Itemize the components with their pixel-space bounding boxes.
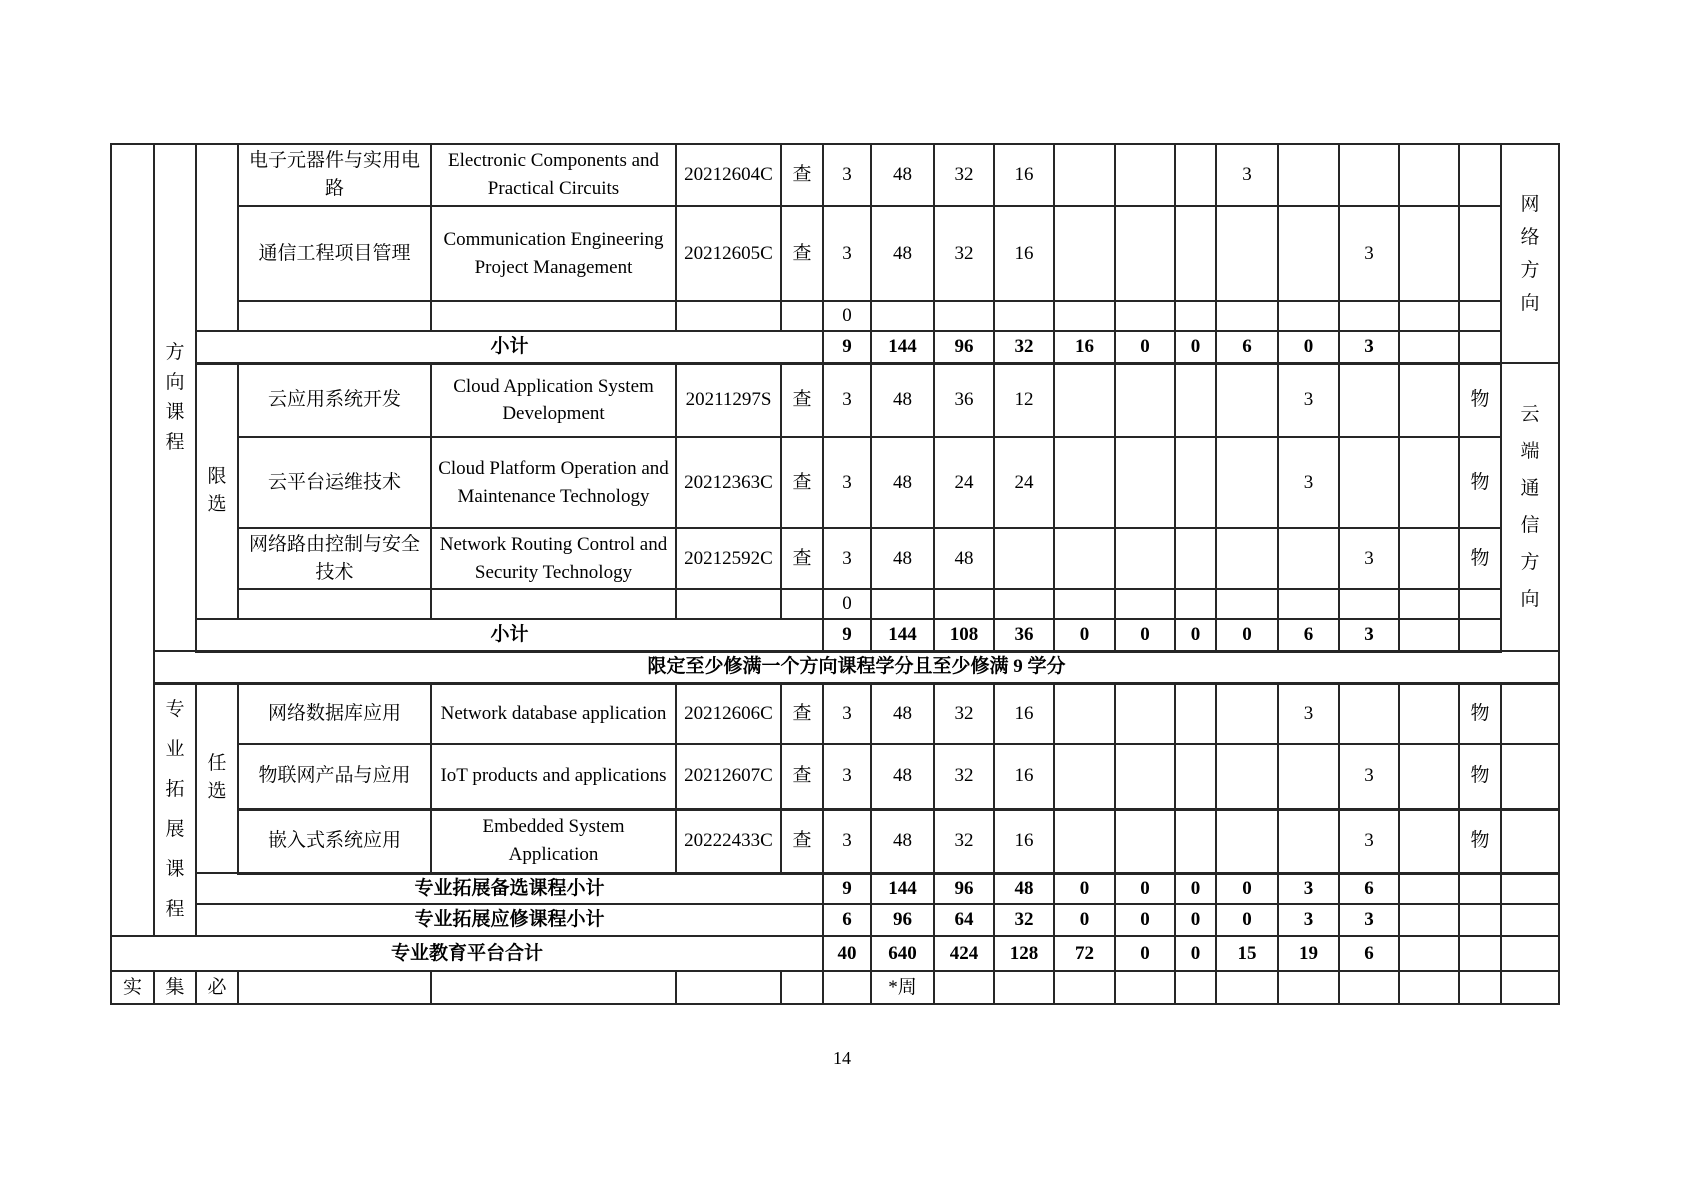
credit-value: 3 <box>823 744 871 809</box>
practice-hours: 12 <box>994 363 1054 437</box>
course-code: 20222433C <box>676 809 781 873</box>
credit-value: 3 <box>823 809 871 873</box>
extra-cell <box>1399 809 1459 873</box>
sem3-cell: 0 <box>1175 936 1216 971</box>
marker-cell <box>1459 936 1501 971</box>
subtotal-row-direction2 <box>111 619 1559 651</box>
sem4-cell: 0 <box>1216 619 1278 651</box>
sem6-cell: 6 <box>1339 873 1399 904</box>
sem6-cell: 3 <box>1339 528 1399 589</box>
subtotal-row-expansion-required <box>111 904 1559 936</box>
total-hours: 48 <box>871 683 934 744</box>
sem6-cell: 3 <box>1339 619 1399 651</box>
practice-hours: 48 <box>994 873 1054 904</box>
exam-type: 查 <box>781 363 823 437</box>
exam-type: 查 <box>781 206 823 301</box>
theory-hours: 32 <box>934 809 994 873</box>
course-name-en: Network database application <box>431 683 676 744</box>
sem2-cell <box>1115 301 1175 331</box>
exam-type: 查 <box>781 744 823 809</box>
total-hours: 48 <box>871 363 934 437</box>
sem4-cell <box>1216 528 1278 589</box>
sem2-cell: 0 <box>1115 331 1175 363</box>
course-name-en <box>431 971 676 1004</box>
subtotal-row-direction1 <box>111 331 1559 363</box>
platform-total-row <box>111 936 1559 971</box>
network-direction-label: 网络方向 <box>1501 144 1559 363</box>
sem3-cell <box>1175 363 1216 437</box>
exam-type: 查 <box>781 144 823 206</box>
sem3-cell <box>1175 144 1216 206</box>
marker-cell: 物 <box>1459 363 1501 437</box>
sem5-cell: 0 <box>1278 331 1339 363</box>
course-code: 20212604C <box>676 144 781 206</box>
course-code: 20212605C <box>676 206 781 301</box>
total-hours: 48 <box>871 528 934 589</box>
marker-cell: 物 <box>1459 744 1501 809</box>
sem5-cell: 3 <box>1278 904 1339 936</box>
extra-cell <box>1399 744 1459 809</box>
sem3-cell: 0 <box>1175 904 1216 936</box>
course-name-en: Embedded System Application <box>431 809 676 873</box>
sem1-cell <box>1054 206 1115 301</box>
sem6-cell <box>1339 363 1399 437</box>
course-name-en: Electronic Components and Practical Circuits <box>431 144 676 206</box>
theory-hours <box>934 589 994 619</box>
theory-hours: 24 <box>934 437 994 528</box>
course-name-zh: 云应用系统开发 <box>238 363 431 437</box>
platform-total-label: 专业教育平台合计 <box>111 936 823 971</box>
extra-cell <box>1399 936 1459 971</box>
expansion-group-label: 专业拓展课程 <box>154 683 196 936</box>
course-name-zh: 网络路由控制与安全技术 <box>238 528 431 589</box>
marker-cell: 物 <box>1459 683 1501 744</box>
course-name-en <box>431 301 676 331</box>
sem4-cell <box>1216 589 1278 619</box>
sem1-cell <box>1054 363 1115 437</box>
marker-cell <box>1459 331 1501 363</box>
extra-cell <box>1399 528 1459 589</box>
marker-cell <box>1459 904 1501 936</box>
marker-cell <box>1459 206 1501 301</box>
course-code: 20212607C <box>676 744 781 809</box>
zero-row <box>111 301 1559 331</box>
total-hours: 144 <box>871 331 934 363</box>
marker-cell <box>1459 144 1501 206</box>
practice-hours <box>994 301 1054 331</box>
sem6-cell: 3 <box>1339 904 1399 936</box>
direction-group-label: 方向课程 <box>154 144 196 651</box>
theory-hours: 64 <box>934 904 994 936</box>
sem6-cell: 3 <box>1339 206 1399 301</box>
total-hours: 144 <box>871 619 934 651</box>
curriculum-table <box>110 143 1560 1005</box>
course-name-en: Communication Engineering Project Management <box>431 206 676 301</box>
extra-cell <box>1399 206 1459 301</box>
course-row <box>111 744 1559 809</box>
theory-hours: 108 <box>934 619 994 651</box>
exam-type: 查 <box>781 437 823 528</box>
sem4-cell <box>1216 744 1278 809</box>
total-hours: *周 <box>871 971 934 1004</box>
sem2-cell <box>1115 744 1175 809</box>
sem3-cell <box>1175 589 1216 619</box>
zero-row <box>111 589 1559 619</box>
course-row <box>111 144 1559 206</box>
free-elective-label: 任选 <box>196 683 238 873</box>
course-code <box>676 589 781 619</box>
course-row <box>111 437 1559 528</box>
sem1-cell: 16 <box>1054 331 1115 363</box>
marker-cell: 物 <box>1459 809 1501 873</box>
practice-hours <box>994 528 1054 589</box>
total-hours: 48 <box>871 144 934 206</box>
sem1-cell <box>1054 301 1115 331</box>
sem5-cell: 3 <box>1278 683 1339 744</box>
sem2-cell <box>1115 683 1175 744</box>
note-row <box>111 651 1559 683</box>
exam-type: 查 <box>781 809 823 873</box>
course-code <box>676 971 781 1004</box>
theory-hours: 32 <box>934 744 994 809</box>
sem6-cell: 3 <box>1339 809 1399 873</box>
practice-hours: 16 <box>994 683 1054 744</box>
sem2-cell: 0 <box>1115 619 1175 651</box>
sem5-cell: 3 <box>1278 873 1339 904</box>
concentrated-label: 集 <box>154 971 196 1004</box>
sem5-cell <box>1278 528 1339 589</box>
sem1-cell <box>1054 589 1115 619</box>
direction-label-cell <box>1501 744 1559 809</box>
sem4-cell <box>1216 437 1278 528</box>
course-name-zh <box>238 301 431 331</box>
sem3-cell <box>1175 744 1216 809</box>
total-hours: 48 <box>871 809 934 873</box>
practice-hours: 36 <box>994 619 1054 651</box>
sem1-cell <box>1054 528 1115 589</box>
sem1-cell: 0 <box>1054 619 1115 651</box>
course-code: 20212606C <box>676 683 781 744</box>
direction-label-cell <box>1501 904 1559 936</box>
limited-elective-label: 限选 <box>196 363 238 619</box>
course-name-en: Cloud Application System Development <box>431 363 676 437</box>
practice-hours: 128 <box>994 936 1054 971</box>
total-hours: 96 <box>871 904 934 936</box>
course-row <box>111 809 1559 873</box>
sem5-cell <box>1278 589 1339 619</box>
subtotal-label: 小计 <box>196 331 823 363</box>
required-label: 必 <box>196 971 238 1004</box>
sem2-cell <box>1115 589 1175 619</box>
subtotal-row-expansion-elective <box>111 873 1559 904</box>
sem3-cell: 0 <box>1175 873 1216 904</box>
extra-cell <box>1399 589 1459 619</box>
sem2-cell <box>1115 971 1175 1004</box>
course-name-en: Cloud Platform Operation and Maintenance Technology <box>431 437 676 528</box>
subtotal-label: 专业拓展备选课程小计 <box>196 873 823 904</box>
marker-cell <box>1459 971 1501 1004</box>
course-row <box>111 363 1559 437</box>
sem4-cell <box>1216 971 1278 1004</box>
extra-cell <box>1399 331 1459 363</box>
course-code: 20211297S <box>676 363 781 437</box>
course-code: 20212592C <box>676 528 781 589</box>
course-row <box>111 528 1559 589</box>
credit-value: 3 <box>823 363 871 437</box>
marker-cell <box>1459 589 1501 619</box>
credit-value: 3 <box>823 437 871 528</box>
credit-value: 9 <box>823 619 871 651</box>
credit-value <box>823 971 871 1004</box>
direction-label-cell <box>1501 809 1559 873</box>
cloud-direction-label: 云端通信方向 <box>1501 363 1559 651</box>
total-hours <box>871 301 934 331</box>
extra-cell <box>1399 904 1459 936</box>
sem4-cell <box>1216 301 1278 331</box>
course-name-zh: 嵌入式系统应用 <box>238 809 431 873</box>
sem4-cell: 3 <box>1216 144 1278 206</box>
practice-hours <box>994 971 1054 1004</box>
course-row <box>111 206 1559 301</box>
credit-value: 0 <box>823 589 871 619</box>
theory-hours: 36 <box>934 363 994 437</box>
next-section-row <box>111 971 1559 1004</box>
sem4-cell <box>1216 206 1278 301</box>
sem6-cell: 6 <box>1339 936 1399 971</box>
sem3-cell: 0 <box>1175 619 1216 651</box>
sem3-cell <box>1175 437 1216 528</box>
extra-cell <box>1399 144 1459 206</box>
extra-cell <box>1399 683 1459 744</box>
sem3-cell: 0 <box>1175 331 1216 363</box>
sem1-cell: 72 <box>1054 936 1115 971</box>
sem6-cell <box>1339 437 1399 528</box>
sem4-cell <box>1216 809 1278 873</box>
sem1-cell: 0 <box>1054 873 1115 904</box>
sem2-cell <box>1115 144 1175 206</box>
marker-cell: 物 <box>1459 437 1501 528</box>
course-row <box>111 683 1559 744</box>
course-name-zh: 通信工程项目管理 <box>238 206 431 301</box>
extra-cell <box>1399 619 1459 651</box>
direction-requirement-note: 限定至少修满一个方向课程学分且至少修满 9 学分 <box>154 651 1559 683</box>
credit-value: 3 <box>823 206 871 301</box>
sem2-cell <box>1115 437 1175 528</box>
sem2-cell <box>1115 363 1175 437</box>
practice-section-label: 实 <box>111 971 154 1004</box>
practice-hours: 32 <box>994 904 1054 936</box>
sem5-cell: 6 <box>1278 619 1339 651</box>
sem3-cell <box>1175 683 1216 744</box>
total-hours: 48 <box>871 206 934 301</box>
sem5-cell <box>1278 744 1339 809</box>
total-hours: 144 <box>871 873 934 904</box>
marker-cell <box>1459 619 1501 651</box>
extra-cell <box>1399 873 1459 904</box>
practice-hours: 16 <box>994 206 1054 301</box>
course-name-zh: 云平台运维技术 <box>238 437 431 528</box>
practice-hours: 32 <box>994 331 1054 363</box>
credit-value: 9 <box>823 331 871 363</box>
sem5-cell <box>1278 809 1339 873</box>
extra-cell <box>1399 971 1459 1004</box>
course-code <box>676 301 781 331</box>
sem6-cell: 3 <box>1339 331 1399 363</box>
sem1-cell: 0 <box>1054 904 1115 936</box>
sem6-cell <box>1339 589 1399 619</box>
sem1-cell <box>1054 809 1115 873</box>
sem4-cell: 0 <box>1216 904 1278 936</box>
sem5-cell <box>1278 971 1339 1004</box>
sem4-cell: 0 <box>1216 873 1278 904</box>
course-name-zh <box>238 971 431 1004</box>
extra-cell <box>1399 301 1459 331</box>
sem1-cell <box>1054 437 1115 528</box>
sem4-cell <box>1216 683 1278 744</box>
theory-hours: 32 <box>934 144 994 206</box>
credit-value: 0 <box>823 301 871 331</box>
theory-hours: 96 <box>934 873 994 904</box>
direction-label-cell <box>1501 683 1559 744</box>
theory-hours <box>934 301 994 331</box>
sem3-cell <box>1175 206 1216 301</box>
theory-hours: 48 <box>934 528 994 589</box>
sem5-cell: 3 <box>1278 437 1339 528</box>
course-code: 20212363C <box>676 437 781 528</box>
practice-hours: 16 <box>994 809 1054 873</box>
extra-cell <box>1399 437 1459 528</box>
sem6-cell: 3 <box>1339 744 1399 809</box>
sem2-cell <box>1115 809 1175 873</box>
course-name-zh: 电子元器件与实用电路 <box>238 144 431 206</box>
theory-hours <box>934 971 994 1004</box>
sem1-cell <box>1054 971 1115 1004</box>
course-name-zh <box>238 589 431 619</box>
practice-hours <box>994 589 1054 619</box>
sem2-cell: 0 <box>1115 904 1175 936</box>
course-name-en: Network Routing Control and Security Technology <box>431 528 676 589</box>
sem1-cell <box>1054 144 1115 206</box>
sem1-cell <box>1054 683 1115 744</box>
sem5-cell: 19 <box>1278 936 1339 971</box>
sem4-cell: 15 <box>1216 936 1278 971</box>
extra-cell <box>1399 363 1459 437</box>
total-hours: 640 <box>871 936 934 971</box>
sem3-cell <box>1175 971 1216 1004</box>
sem5-cell <box>1278 301 1339 331</box>
marker-cell <box>1459 301 1501 331</box>
exam-type: 查 <box>781 683 823 744</box>
theory-hours: 424 <box>934 936 994 971</box>
direction-label-cell <box>1501 936 1559 971</box>
left-spacer-cell <box>111 144 154 936</box>
practice-hours: 16 <box>994 144 1054 206</box>
sem6-cell <box>1339 971 1399 1004</box>
course-name-zh: 物联网产品与应用 <box>238 744 431 809</box>
exam-type <box>781 589 823 619</box>
sem4-cell: 6 <box>1216 331 1278 363</box>
course-type-cell <box>196 144 238 331</box>
total-hours: 48 <box>871 744 934 809</box>
marker-cell: 物 <box>1459 528 1501 589</box>
sem4-cell <box>1216 363 1278 437</box>
sem2-cell: 0 <box>1115 873 1175 904</box>
sem6-cell <box>1339 683 1399 744</box>
course-name-en <box>431 589 676 619</box>
practice-hours: 24 <box>994 437 1054 528</box>
sem1-cell <box>1054 744 1115 809</box>
subtotal-label: 小计 <box>196 619 823 651</box>
theory-hours: 96 <box>934 331 994 363</box>
sem5-cell <box>1278 206 1339 301</box>
sem3-cell <box>1175 528 1216 589</box>
credit-value: 9 <box>823 873 871 904</box>
sem2-cell <box>1115 528 1175 589</box>
exam-type <box>781 301 823 331</box>
credit-value: 3 <box>823 144 871 206</box>
sem5-cell: 3 <box>1278 363 1339 437</box>
sem3-cell <box>1175 809 1216 873</box>
sem3-cell <box>1175 301 1216 331</box>
course-name-zh: 网络数据库应用 <box>238 683 431 744</box>
credit-value: 40 <box>823 936 871 971</box>
sem2-cell: 0 <box>1115 936 1175 971</box>
credit-value: 3 <box>823 528 871 589</box>
theory-hours: 32 <box>934 206 994 301</box>
sem6-cell <box>1339 301 1399 331</box>
credit-value: 6 <box>823 904 871 936</box>
exam-type: 查 <box>781 528 823 589</box>
marker-cell <box>1459 873 1501 904</box>
total-hours <box>871 589 934 619</box>
page-number: 14 <box>833 1048 851 1068</box>
direction-label-cell <box>1501 971 1559 1004</box>
exam-type <box>781 971 823 1004</box>
direction-label-cell <box>1501 873 1559 904</box>
practice-hours: 16 <box>994 744 1054 809</box>
sem6-cell <box>1339 144 1399 206</box>
subtotal-label: 专业拓展应修课程小计 <box>196 904 823 936</box>
sem2-cell <box>1115 206 1175 301</box>
course-name-en: IoT products and applications <box>431 744 676 809</box>
sem5-cell <box>1278 144 1339 206</box>
total-hours: 48 <box>871 437 934 528</box>
theory-hours: 32 <box>934 683 994 744</box>
credit-value: 3 <box>823 683 871 744</box>
